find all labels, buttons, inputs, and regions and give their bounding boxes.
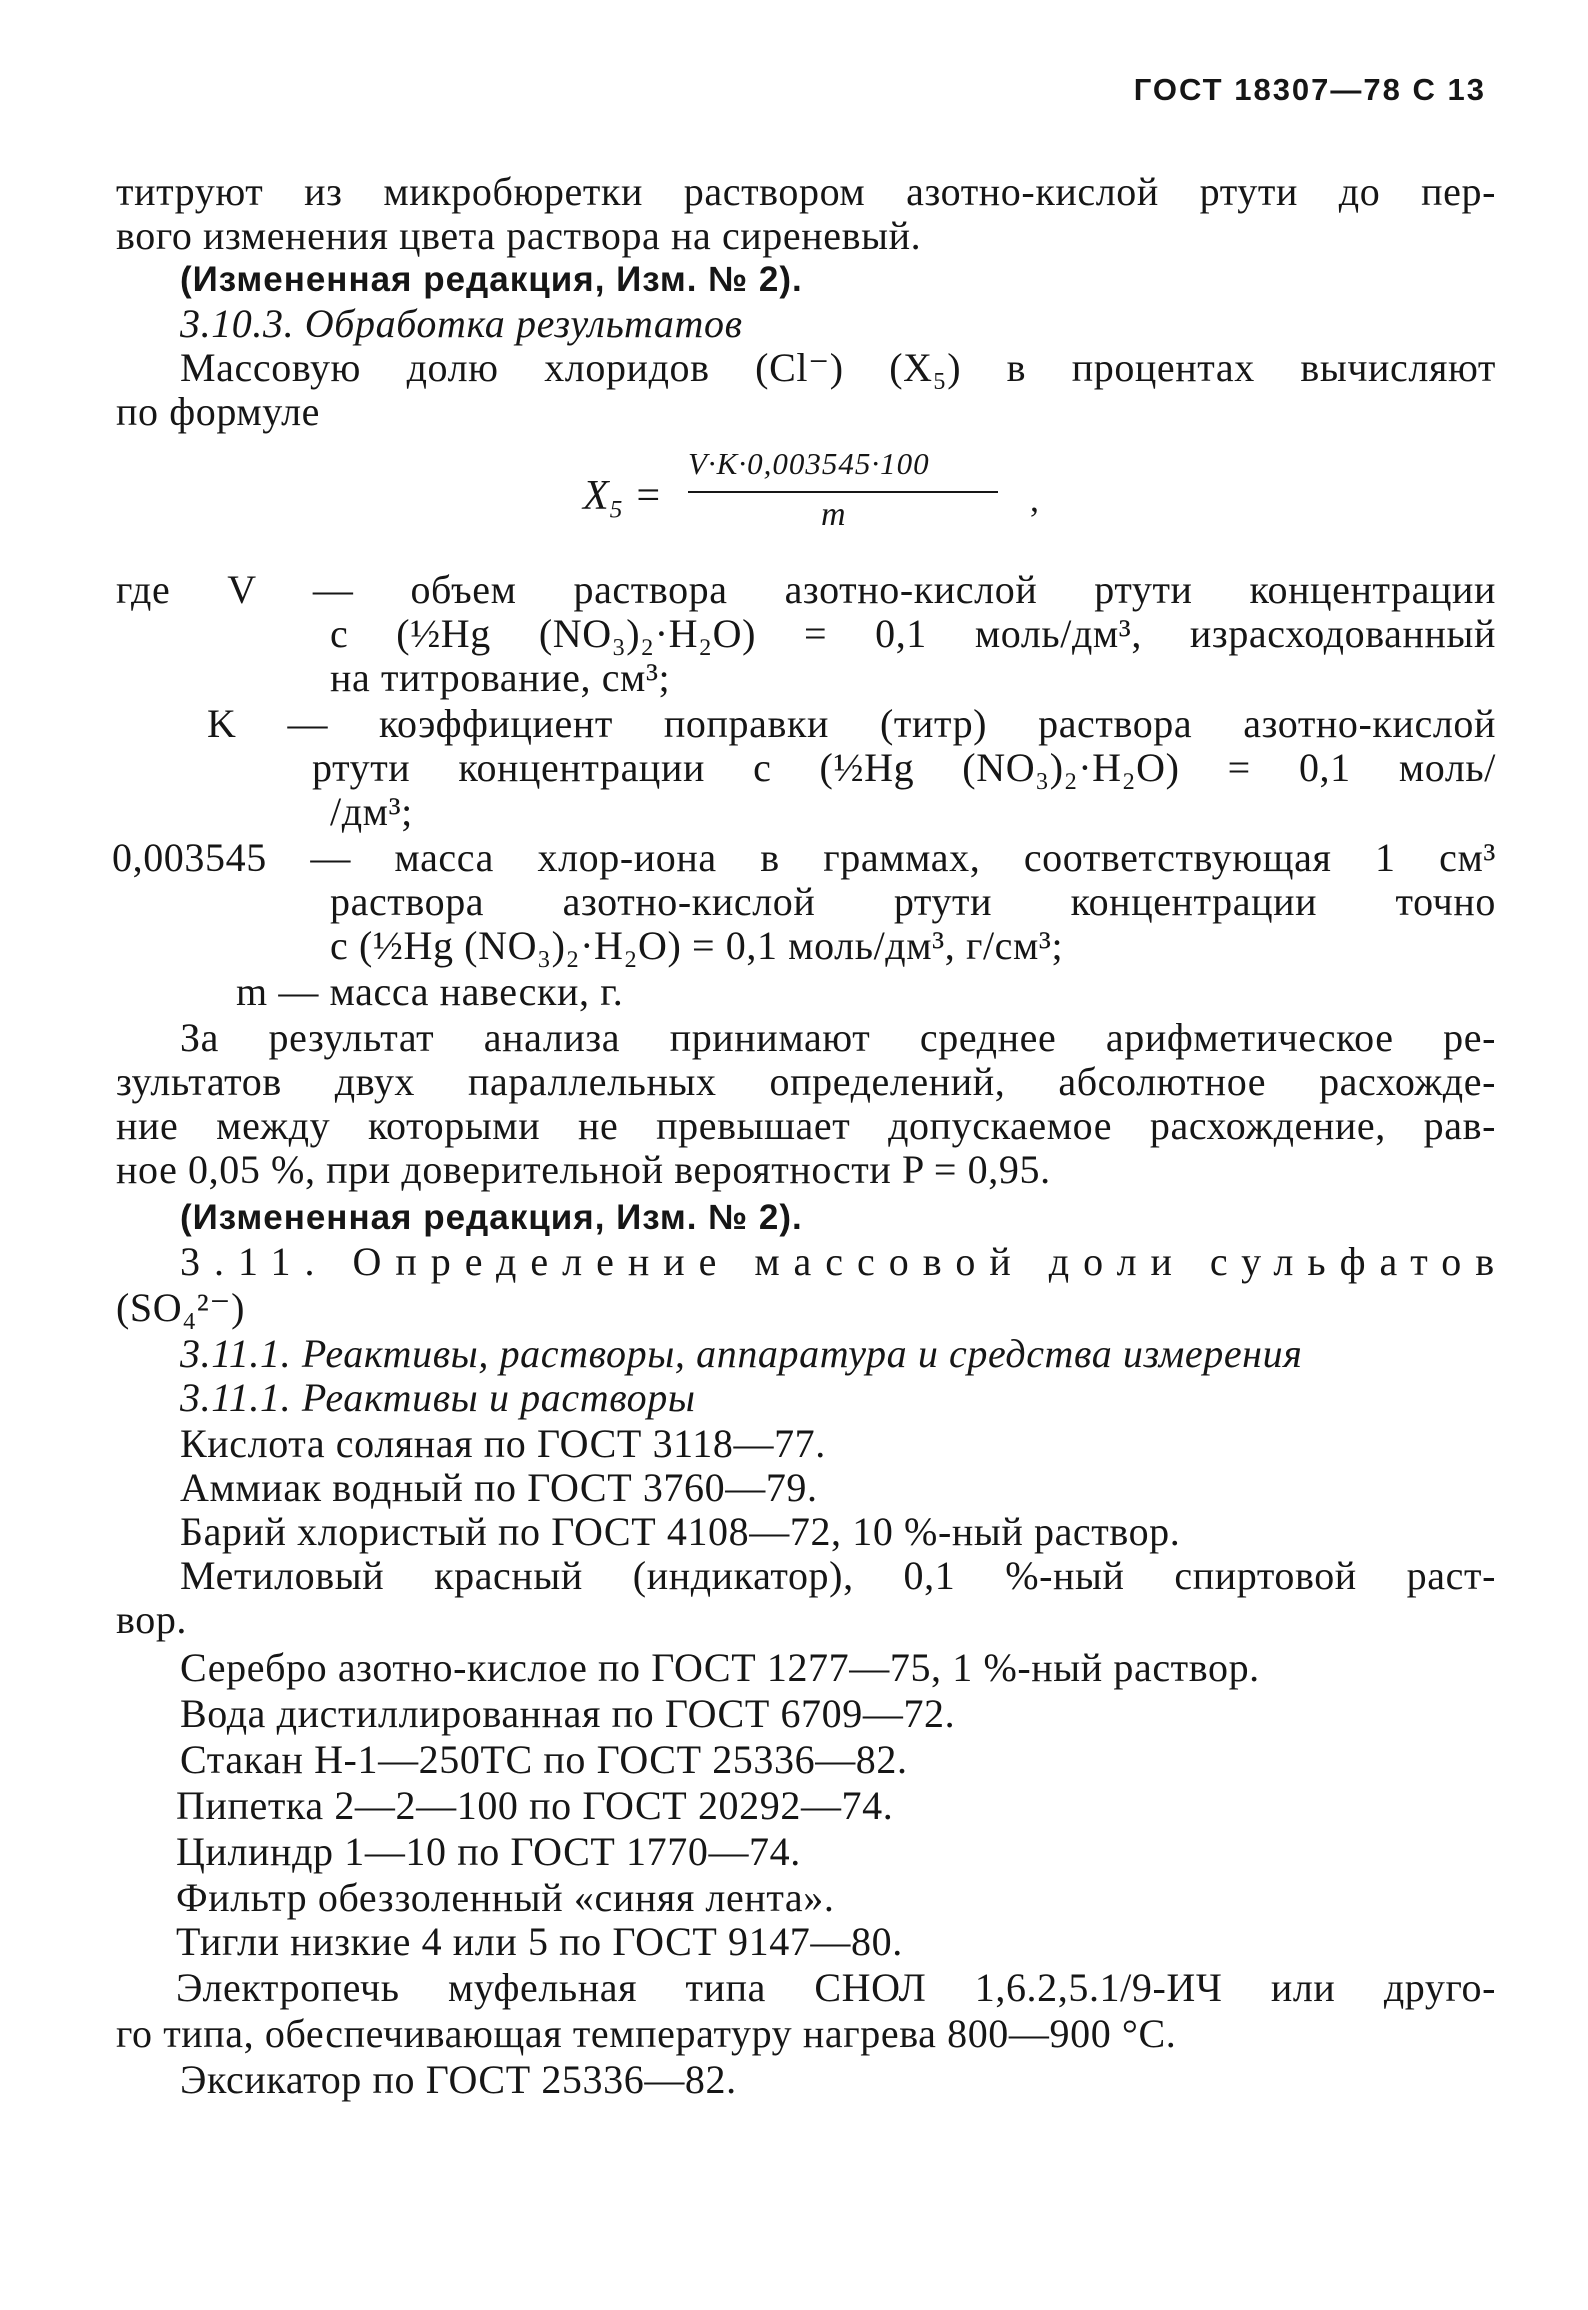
section-heading-formula: (SO₄²⁻) — [116, 1285, 246, 1330]
formula-comma: , — [1030, 479, 1039, 519]
text-line: Массовую долю хлоридов (Cl⁻) (X₅) в процентах вычисляют — [180, 345, 1496, 390]
definition-line: 0,003545 — масса хлор-иона в граммах, соответствующая 1 см³ — [112, 835, 1496, 880]
list-item: го типа, обеспечивающая температуру нагрева 800—900 °С. — [116, 2011, 1177, 2056]
definition-line: K — коэффициент поправки (титр) раствора азотно-кислой — [207, 701, 1496, 746]
list-item: Цилиндр 1—10 по ГОСТ 1770—74. — [176, 1829, 801, 1874]
list-item: Серебро азотно-кислое по ГОСТ 1277—75, 1 %-ный раствор. — [180, 1645, 1260, 1690]
text-line: вого изменения цвета раствора на сиреневый. — [116, 213, 922, 258]
list-item: Стакан Н-1—250ТС по ГОСТ 25336—82. — [180, 1737, 908, 1782]
text-line: зультатов двух параллельных определений, абсолютное расхожде- — [116, 1059, 1496, 1104]
section-heading: 3.11. Определение массовой доли сульфатов — [180, 1239, 1509, 1284]
definition-line: /дм³; — [330, 789, 413, 834]
fraction-bar — [688, 491, 998, 493]
text-line: титруют из микробюретки раствором азотно-кислой ртути до пер- — [116, 169, 1496, 214]
text-line: За результат анализа принимают среднее арифметическое ре- — [180, 1015, 1496, 1060]
list-item: Барий хлористый по ГОСТ 4108—72, 10 %-ный раствор. — [180, 1509, 1181, 1554]
list-item: Эксикатор по ГОСТ 25336—82. — [180, 2057, 737, 2102]
definition-line: c (½Hg (NO₃)₂·H₂O) = 0,1 моль/дм³, израсходованный — [330, 611, 1496, 656]
list-item: вор. — [116, 1597, 188, 1642]
list-item: Пипетка 2—2—100 по ГОСТ 20292—74. — [176, 1783, 894, 1828]
list-item: Электропечь муфельная типа СНОЛ 1,6.2,5.1/9-ИЧ или друго- — [176, 1965, 1496, 2010]
list-item: Метиловый красный (индикатор), 0,1 %-ный спиртовой раст- — [180, 1553, 1496, 1598]
definition-line: на титрование, см³; — [330, 655, 671, 700]
amendment-note: (Измененная редакция, Изм. № 2). — [180, 260, 803, 299]
definition-line: раствора азотно-кислой ртути концентрации точно — [330, 879, 1496, 924]
list-item: Кислота соляная по ГОСТ 3118—77. — [180, 1421, 826, 1466]
definition-line: ртути концентрации c (½Hg (NO₃)₂·H₂O) = 0,1 моль/ — [312, 745, 1496, 790]
formula-lhs: X₅ = — [583, 473, 663, 519]
list-item: Аммиак водный по ГОСТ 3760—79. — [180, 1465, 818, 1510]
page-header: ГОСТ 18307—78 С 13 — [1133, 72, 1486, 107]
definition-line: где V — объем раствора азотно-кислой ртути концентрации — [116, 567, 1496, 612]
subsection-heading: 3.11.1. Реактивы, растворы, аппаратура и средства измерения — [180, 1331, 1303, 1376]
definition-line: c (½Hg (NO₃)₂·H₂O) = 0,1 моль/дм³, г/см³; — [330, 923, 1064, 968]
list-item: Вода дистиллированная по ГОСТ 6709—72. — [180, 1691, 956, 1736]
text-line: по формуле — [116, 389, 320, 434]
list-item: Тигли низкие 4 или 5 по ГОСТ 9147—80. — [176, 1919, 903, 1964]
subsection-heading: 3.10.3. Обработка результатов — [180, 301, 743, 346]
formula-numerator: V·K·0,003545·100 — [688, 446, 930, 481]
subsection-heading: 3.11.1. Реактивы и растворы — [180, 1375, 696, 1420]
text-line: ние между которыми не превышает допускаемое расхождение, рав- — [116, 1103, 1496, 1148]
formula — [583, 446, 1043, 546]
text-line: ное 0,05 %, при доверительной вероятности P = 0,95. — [116, 1147, 1051, 1192]
definition-line: m — масса навески, г. — [236, 969, 624, 1014]
formula-denominator: m — [821, 496, 846, 533]
list-item: Фильтр обеззоленный «синяя лента». — [176, 1875, 835, 1920]
amendment-note: (Измененная редакция, Изм. № 2). — [180, 1198, 803, 1237]
